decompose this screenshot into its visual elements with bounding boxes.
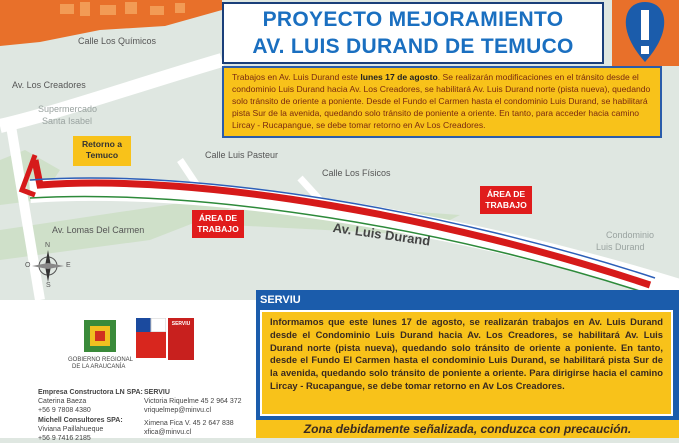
- compass-n: N: [45, 242, 51, 249]
- area-trabajo-right: [480, 186, 532, 214]
- gobierno-label-2: DE LA ARAUCANÍA: [72, 364, 126, 370]
- compass-o: O: [25, 262, 31, 269]
- serviu-panel: [256, 290, 679, 438]
- label-los-quimicos: Calle Los Químicos: [78, 36, 157, 46]
- notice-prefix: Trabajos en Av. Luis Durand este: [232, 72, 361, 82]
- ln-name: Caterina Baeza: [38, 398, 87, 405]
- label-condominio-luis-durand: Luis Durand: [596, 242, 645, 252]
- serviu-logo-text: SERVIU: [171, 321, 191, 327]
- info-pin-icon: [612, 0, 679, 66]
- notice-date: lunes 17 de agosto: [360, 72, 438, 82]
- area-right-line-2: TRABAJO: [485, 200, 527, 210]
- serviu-contact-2: Ximena Fica V. 45 2 647 838: [144, 420, 234, 427]
- serviu-title: SERVIU: [260, 294, 301, 306]
- area-left-line-2: TRABAJO: [197, 224, 239, 234]
- label-los-creadores: Av. Los Creadores: [12, 80, 86, 90]
- serviu-contact-label: SERVIU: [144, 389, 170, 396]
- retorno-line-1: Retorno a: [81, 139, 123, 149]
- label-los-fisicos: Calle Los Físicos: [322, 168, 391, 178]
- warning-banner: Zona debidamente señalizada, conduzca con precaución.: [256, 420, 679, 438]
- michell-phone: +56 9 7416 2185: [38, 435, 91, 442]
- area-right-line-1: ÁREA DE: [486, 189, 526, 199]
- serviu-email-2: xfica@minvu.cl: [144, 429, 192, 436]
- label-supermercado: Supermercado: [38, 104, 98, 114]
- gobierno-regional-logo: [82, 318, 118, 356]
- gobierno-label-1: GOBIERNO REGIONAL: [68, 357, 134, 363]
- michell-name: Viviana Paillahueque: [38, 426, 104, 433]
- label-luis-durand: Av. Luis Durand: [331, 220, 432, 249]
- contact-michell: [38, 416, 123, 443]
- contact-ln: [38, 388, 143, 415]
- title-line-2: AV. LUIS DURAND DE TEMUCO: [252, 35, 574, 58]
- area-trabajo-left: [192, 210, 244, 238]
- retorno-badge: [73, 136, 131, 166]
- retorno-line-2: Temuco: [85, 150, 119, 160]
- label-lomas-del-carmen: Av. Lomas Del Carmen: [52, 225, 145, 235]
- compass-e: E: [66, 262, 71, 269]
- michell-company: Michell Consultores SPA:: [38, 417, 123, 424]
- ln-company: Empresa Constructora LN SPA:: [38, 389, 143, 396]
- label-luis-pasteur: Calle Luis Pasteur: [205, 150, 279, 160]
- serviu-body: Informamos que este lunes 17 de agosto, se realizarán trabajos en Av. Luis Durand desde el Condominio Luis Durand hacia Av. Los Creadores, se habilitará Av. Luis Durand norte (pista nueva), quedando solo tránsito de oriente a poniente. En tanto, desde el Fundo El Carmen hasta el condominio Luis Durand, se habilitará pista Sur de la avenida, quedando solo tránsito de poniente a oriente. Para dirigirse hacia el camino Lircay - Rucapangue, se debe tomar retorno en Av Los Creadores.: [270, 316, 663, 391]
- label-santa-isabel: Santa Isabel: [42, 116, 93, 126]
- contacts-panel: [0, 300, 256, 442]
- notice-box: [222, 66, 662, 138]
- serviu-logo: [168, 318, 194, 360]
- title-box: [222, 2, 604, 64]
- compass-s: S: [46, 282, 51, 289]
- serviu-email-1: vriquelmep@minvu.cl: [144, 407, 212, 414]
- label-condominio: Condominio: [606, 230, 655, 240]
- serviu-contact-1: Victoria Riquelme 45 2 964 372: [144, 398, 242, 405]
- gobierno-chile-logo: [136, 318, 166, 358]
- contact-serviu: [144, 388, 242, 437]
- notice-body: . Se realizarán modificaciones en el tránsito desde el condominio Luis Durand hacia Av. Los Creadores, se habilitará Av. Luis Durand norte (pista nueva), quedando solo tránsito de oriente a poniente. Desde el Fundo el Carmen hasta el condominio Luis Durand, se habilitará pista Sur de la avenida, quedando solo tránsito de poniente a oriente. En tanto, para acceder hacia camino Lircay - Rucapangue, se debe tomar retorno en Av Los Creadores.: [232, 72, 651, 130]
- serviu-body-box: [260, 310, 673, 416]
- title-line-1: PROYECTO MEJORAMIENTO: [262, 8, 564, 31]
- ln-phone: +56 9 7808 4380: [38, 407, 91, 414]
- area-left-line-1: ÁREA DE: [198, 213, 238, 223]
